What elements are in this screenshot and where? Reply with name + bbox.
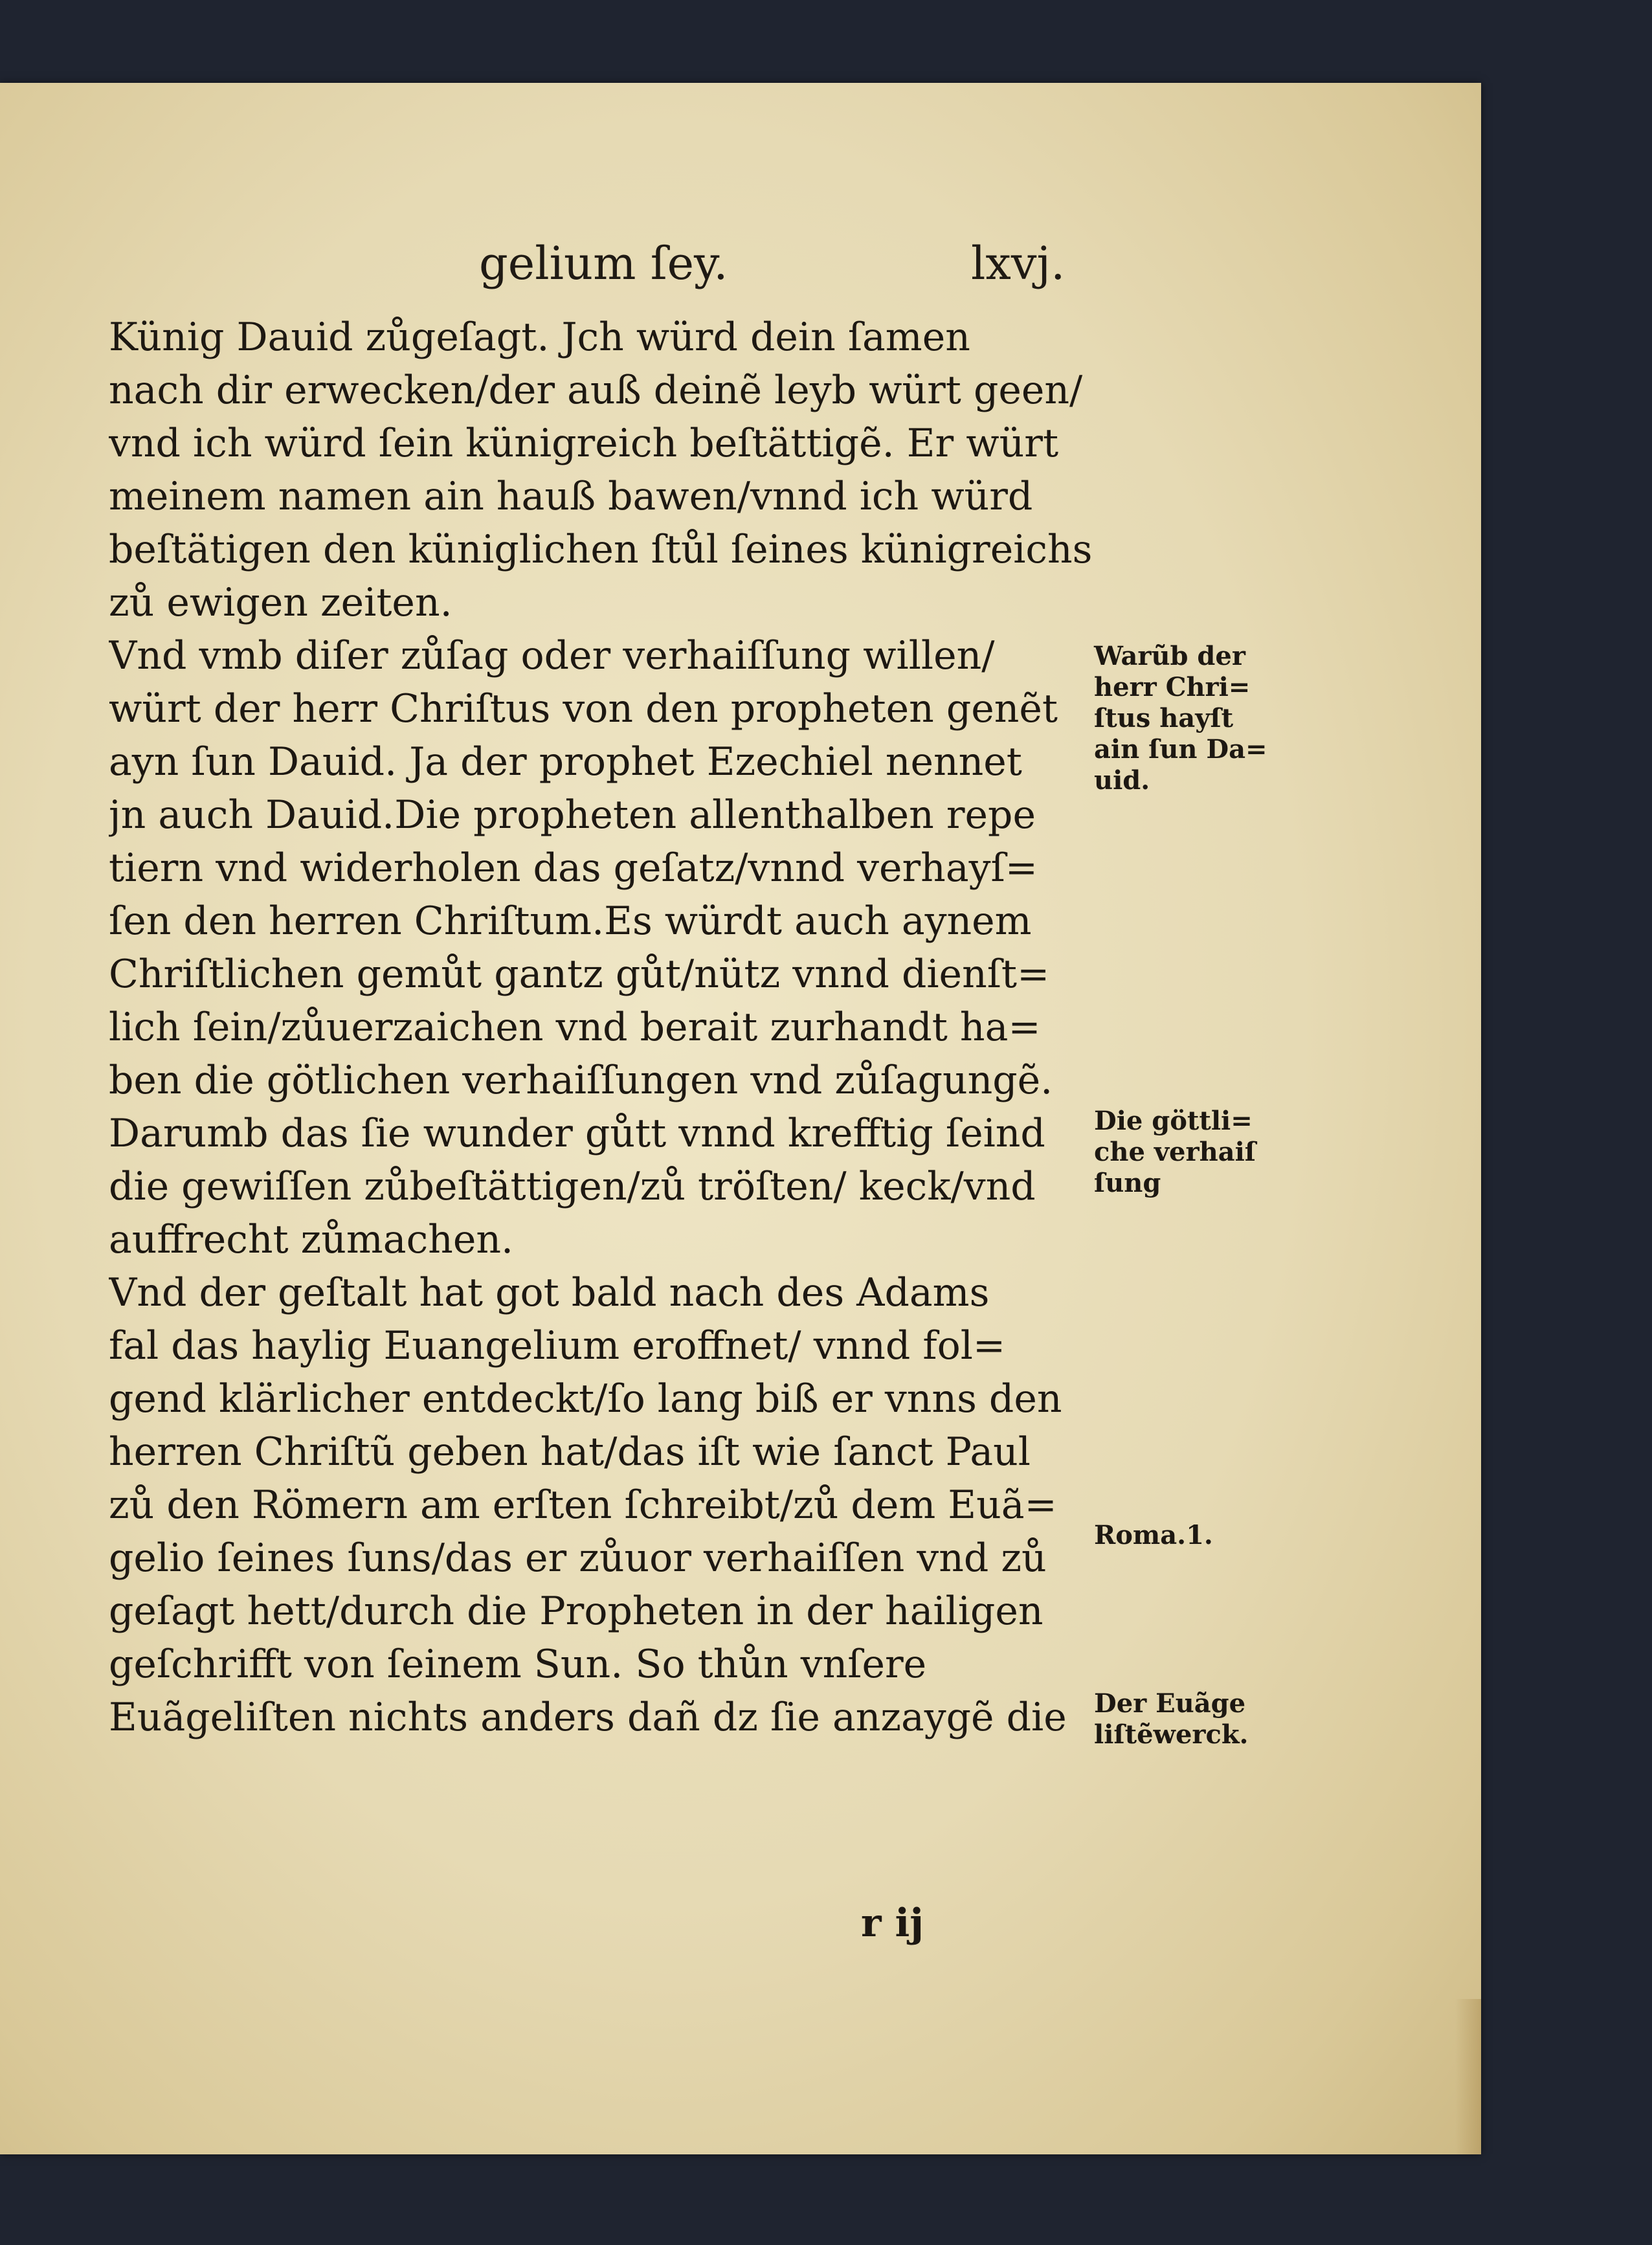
text-line: zů ewigen zeiten. (109, 580, 452, 625)
margin-note-line: Roma.1. (1094, 1520, 1213, 1550)
text-line: Euãgeliſten nichts anders dañ dz ſie anzaygẽ die (109, 1695, 1067, 1740)
text-line: Darumb das ſie wunder gůtt vnnd krefftig ſeind (109, 1111, 1045, 1156)
margin-note-line: liſtẽwerck. (1094, 1719, 1249, 1750)
margin-note-line: ain ſun Da= (1094, 734, 1267, 765)
margin-note-divine-promise (1094, 1106, 1256, 1199)
text-line: lich ſein/zůuerzaichen vnd berait zurhandt ha= (109, 1005, 1041, 1050)
text-line: zů den Römern am erſten ſchreibt/zů dem Euã= (109, 1482, 1057, 1528)
running-head: gelium ſey. (479, 237, 728, 290)
text-line: vnd ich würd ſein künigreich beſtättigẽ. Er würt (109, 421, 1059, 466)
book-page (0, 83, 1481, 2154)
folio-number: lxvj. (971, 237, 1066, 290)
margin-note-line: ſung (1094, 1168, 1161, 1198)
text-line: herren Chriſtũ geben hat/das iſt wie ſanct Paul (109, 1429, 1031, 1475)
text-line: gend klärlicher entdeckt/ſo lang biß er vnns den (109, 1376, 1062, 1422)
text-line: ayn ſun Dauid. Ja der prophet Ezechiel nennet (109, 739, 1022, 785)
margin-note-line: herr Chri= (1094, 672, 1251, 702)
text-line: geſchrifft von ſeinem Sun. So thůn vnſere (109, 1642, 927, 1687)
text-line: meinem namen ain hauß bawen/vnnd ich würd (109, 474, 1033, 519)
text-line: Künig Dauid zůgeſagt. Jch würd dein ſamen (109, 315, 970, 360)
margin-note-romans (1094, 1520, 1213, 1551)
text-line: geſagt hett/durch die Propheten in der hailigen (109, 1589, 1044, 1634)
margin-note-line: Der Euãge (1094, 1688, 1246, 1719)
text-line: jn auch Dauid.Die propheten allenthalben repe (109, 792, 1036, 838)
text-line: ben die götlichen verhaiſſungen vnd zůſagungẽ. (109, 1058, 1053, 1103)
text-line: beſtätigen den küniglichen ſtůl ſeines künigreichs (109, 527, 1093, 572)
text-line: Vnd der geſtalt hat got bald nach des Adams (109, 1270, 990, 1315)
margin-note-evangelists-work (1094, 1688, 1248, 1750)
text-line: auffrecht zůmachen. (109, 1217, 514, 1262)
text-line: Chriſtlichen gemůt gantz gůt/nütz vnnd dienſt= (109, 952, 1050, 997)
margin-note-line: uid. (1094, 765, 1150, 796)
margin-note-line: Warũb der (1094, 641, 1245, 671)
text-line: Vnd vmb diſer zůſag oder verhaiſſung willen/ (109, 633, 995, 678)
text-line: gelio ſeines ſuns/das er zůuor verhaiſſen vnd zů (109, 1536, 1047, 1581)
margin-note-line: ſtus hayſt (1094, 703, 1234, 733)
text-line: würt der herr Chriſtus von den propheten genẽt (109, 686, 1058, 732)
text-line: ſen den herren Chriſtum.Es würdt auch aynem (109, 899, 1032, 944)
text-line: tiern vnd widerholen das geſatz/vnnd verhayſ= (109, 845, 1038, 891)
text-line: die gewiſſen zůbeſtättigen/zů tröſten/ keck/vnd (109, 1164, 1036, 1209)
text-line: nach dir erwecken/der auß deinẽ leyb würt geen/ (109, 368, 1083, 413)
body-text (109, 311, 1119, 1744)
text-line: fal das haylig Euangelium eroffnet/ vnnd fol= (109, 1323, 1006, 1368)
margin-note-line: che verhaiſ (1094, 1137, 1256, 1167)
signature-mark: r ij (861, 1901, 924, 1946)
margin-note-line: Die göttli= (1094, 1106, 1253, 1136)
margin-note-christ-son-of-david (1094, 641, 1267, 796)
